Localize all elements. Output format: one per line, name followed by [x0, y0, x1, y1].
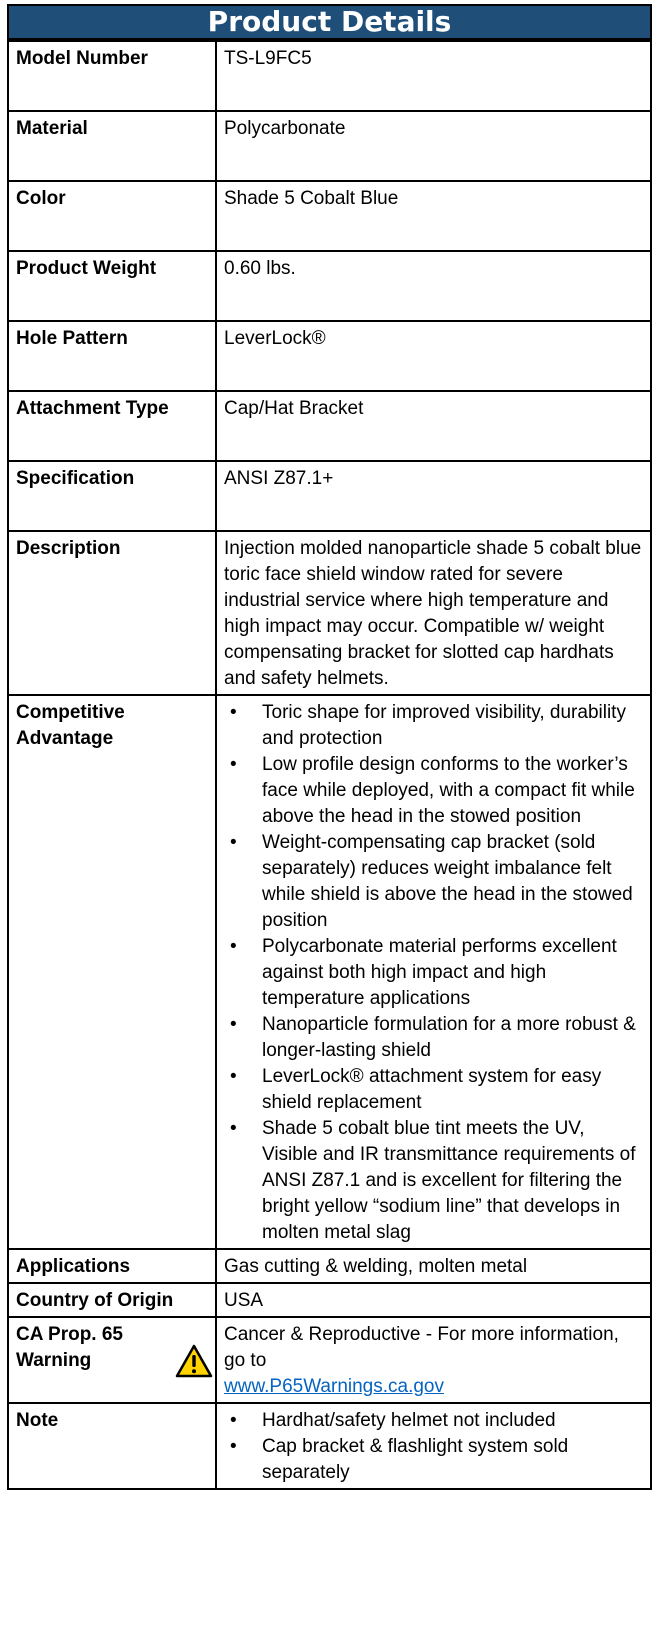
attachment-type-label: Attachment Type [8, 391, 216, 461]
list-item [224, 752, 643, 830]
list-item-text: Cap bracket & flashlight system sold separately [262, 1436, 569, 1483]
table-row [8, 251, 651, 321]
list-item [224, 1434, 643, 1486]
list-item-text: Polycarbonate material performs excellent against both high impact and high temperature applications [262, 936, 617, 1009]
list-item-text: Low profile design conforms to the worker’s face while deployed, with a compact fit while above the head in the stowed position [262, 754, 635, 827]
list-item-text: Hardhat/safety helmet not included [262, 1410, 556, 1431]
specification-value: ANSI Z87.1+ [216, 461, 651, 531]
bullet-icon: • [230, 1436, 237, 1457]
table-row [8, 531, 651, 695]
product-weight-value: 0.60 lbs. [216, 251, 651, 321]
list-item [224, 1064, 643, 1116]
list-item-text: Nanoparticle formulation for a more robust & longer-lasting shield [262, 1014, 636, 1061]
list-item [224, 1116, 643, 1246]
model-number-value: TS-L9FC5 [216, 41, 651, 111]
table-title: Product Details [7, 4, 652, 40]
bullet-icon: • [230, 1118, 237, 1139]
bullet-icon: • [230, 702, 237, 723]
prop65-value [216, 1317, 651, 1403]
hole-pattern-label: Hole Pattern [8, 321, 216, 391]
p65-warnings-link[interactable]: www.P65Warnings.ca.gov [224, 1376, 445, 1397]
advantage-list [224, 700, 643, 1246]
prop65-label: CA Prop. 65 Warning [16, 1324, 123, 1371]
model-number-label: Model Number [8, 41, 216, 111]
table-row [8, 1317, 651, 1403]
table-row [8, 1249, 651, 1283]
list-item-text: LeverLock® attachment system for easy shield replacement [262, 1066, 602, 1113]
list-item-text: Toric shape for improved visibility, durability and protection [262, 702, 626, 749]
table-row [8, 181, 651, 251]
bullet-icon: • [230, 754, 237, 775]
material-value: Polycarbonate [216, 111, 651, 181]
color-value: Shade 5 Cobalt Blue [216, 181, 651, 251]
competitive-advantage-value [216, 695, 651, 1249]
country-of-origin-value: USA [216, 1283, 651, 1317]
prop65-text: Cancer & Reproductive - For more information, go to [224, 1324, 619, 1371]
specification-label: Specification [8, 461, 216, 531]
applications-label: Applications [8, 1249, 216, 1283]
product-details-sheet [7, 4, 652, 1490]
description-label: Description [8, 531, 216, 695]
table-row [8, 1283, 651, 1317]
table-row [8, 461, 651, 531]
table-row [8, 695, 651, 1249]
product-weight-label: Product Weight [8, 251, 216, 321]
list-item [224, 934, 643, 1012]
hole-pattern-value: LeverLock® [216, 321, 651, 391]
table-row [8, 1403, 651, 1489]
warning-triangle-icon [175, 1344, 213, 1378]
material-label: Material [8, 111, 216, 181]
list-item-text: Weight-compensating cap bracket (sold separately) reduces weight imbalance felt while shield is above the head in the stowed position [262, 832, 633, 931]
bullet-icon: • [230, 936, 237, 957]
table-row [8, 391, 651, 461]
table-row [8, 321, 651, 391]
note-list [224, 1408, 643, 1486]
color-label: Color [8, 181, 216, 251]
list-item-text: Shade 5 cobalt blue tint meets the UV, Visible and IR transmittance requirements of ANSI Z87.1 and is excellent for filtering the bright yellow “sodium line” that develops in molten metal slag [262, 1118, 636, 1243]
table-row [8, 41, 651, 111]
table-row [8, 111, 651, 181]
note-label: Note [8, 1403, 216, 1489]
country-of-origin-label: Country of Origin [8, 1283, 216, 1317]
attachment-type-value: Cap/Hat Bracket [216, 391, 651, 461]
bullet-icon: • [230, 1066, 237, 1087]
list-item [224, 830, 643, 934]
description-value: Injection molded nanoparticle shade 5 cobalt blue toric face shield window rated for severe industrial service where high temperature and high impact may occur. Compatible w/ weight compensating bracket for slotted cap hardhats and safety helmets. [216, 531, 651, 695]
applications-value: Gas cutting & welding, molten metal [216, 1249, 651, 1283]
list-item [224, 1012, 643, 1064]
competitive-advantage-label: Competitive Advantage [8, 695, 216, 1249]
bullet-icon: • [230, 832, 237, 853]
bullet-icon: • [230, 1410, 237, 1431]
list-item [224, 700, 643, 752]
note-value [216, 1403, 651, 1489]
product-details-table [7, 40, 652, 1490]
list-item [224, 1408, 643, 1434]
prop65-label-cell [8, 1317, 216, 1403]
bullet-icon: • [230, 1014, 237, 1035]
